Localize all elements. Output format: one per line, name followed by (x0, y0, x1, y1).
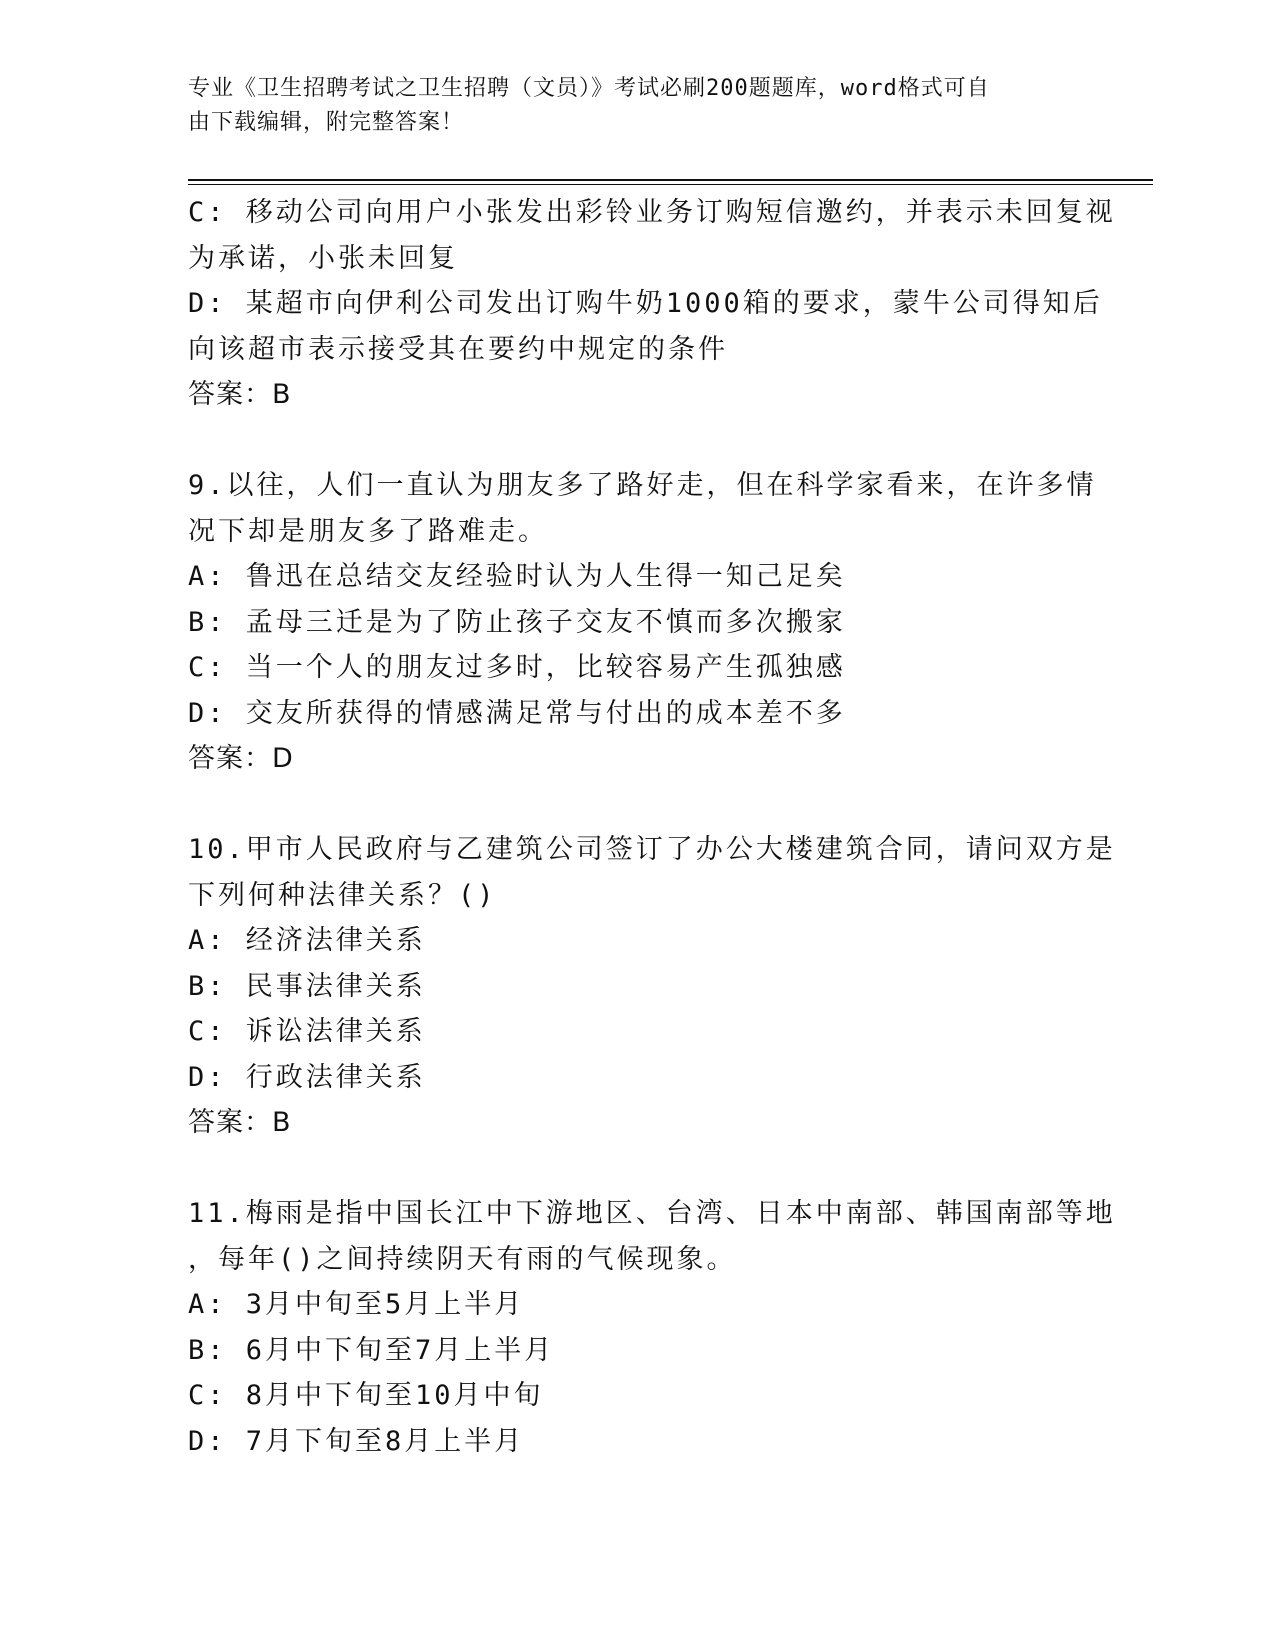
option-c: C: 8月中下旬至10月中旬 (188, 1380, 544, 1411)
answer-label: 答案：B (188, 379, 292, 410)
option-a: A: 鲁迅在总结交友经验时认为人生得一知己足矣 (188, 561, 846, 592)
header-line-1: 专业《卫生招聘考试之卫生招聘（文员）》考试必刷200题题库，word格式可自 (188, 76, 990, 101)
option-c-line-1: C: 移动公司向用户小张发出彩铃业务订购短信邀约，并表示未回复视 (188, 197, 1116, 228)
spacer (188, 418, 1088, 464)
question-list (188, 190, 1116, 1464)
option-d: D: 行政法律关系 (188, 1061, 426, 1093)
option-c: C: 诉讼法律关系 (188, 1016, 426, 1047)
option-d: D: 7月下旬至8月上半月 (188, 1425, 525, 1457)
option-a: A: 经济法律关系 (188, 925, 426, 956)
spacer (188, 1146, 1088, 1192)
document-header (188, 72, 1078, 140)
option-c-line-2: 为承诺，小张未回复 (188, 242, 458, 274)
header-divider-thin (188, 184, 1153, 185)
question-11 (188, 1191, 1116, 1464)
question-stem-line-2: 下列何种法律关系？() (188, 879, 497, 911)
question-8-continued (188, 190, 1116, 418)
option-c: C: 当一个人的朋友过多时，比较容易产生孤独感 (188, 652, 846, 683)
question-9 (188, 463, 1097, 782)
question-stem-line-1: 9.以往，人们一直认为朋友多了路好走，但在科学家看来，在许多情 (188, 470, 1097, 501)
option-b: B: 6月中下旬至7月上半月 (188, 1334, 555, 1366)
option-b: B: 孟母三迁是为了防止孩子交友不慎而多次搬家 (188, 606, 846, 638)
question-10 (188, 827, 1116, 1146)
option-d: D: 交友所获得的情感满足常与付出的成本差不多 (188, 697, 846, 729)
option-d-line-2: 向该超市表示接受其在要约中规定的条件 (188, 333, 728, 365)
question-stem-line-2: 况下却是朋友多了路难走。 (188, 515, 548, 547)
question-stem-line-1: 10.甲市人民政府与乙建筑公司签订了办公大楼建筑合同，请问双方是 (188, 834, 1116, 865)
option-a: A: 3月中旬至5月上半月 (188, 1289, 525, 1320)
spacer (188, 782, 1088, 828)
question-stem-line-2: ，每年()之间持续阴天有雨的气候现象。 (188, 1243, 737, 1275)
header-line-2: 由下载编辑，附完整答案！ (188, 110, 465, 135)
answer-label: 答案：B (188, 1107, 292, 1138)
answer-label: 答案：D (188, 743, 294, 774)
option-b: B: 民事法律关系 (188, 970, 426, 1002)
question-stem-line-1: 11.梅雨是指中国长江中下游地区、台湾、日本中南部、韩国南部等地 (188, 1198, 1116, 1229)
header-divider-thick (188, 179, 1153, 181)
option-d-line-1: D: 某超市向伊利公司发出订购牛奶1000箱的要求，蒙牛公司得知后 (188, 288, 1103, 319)
